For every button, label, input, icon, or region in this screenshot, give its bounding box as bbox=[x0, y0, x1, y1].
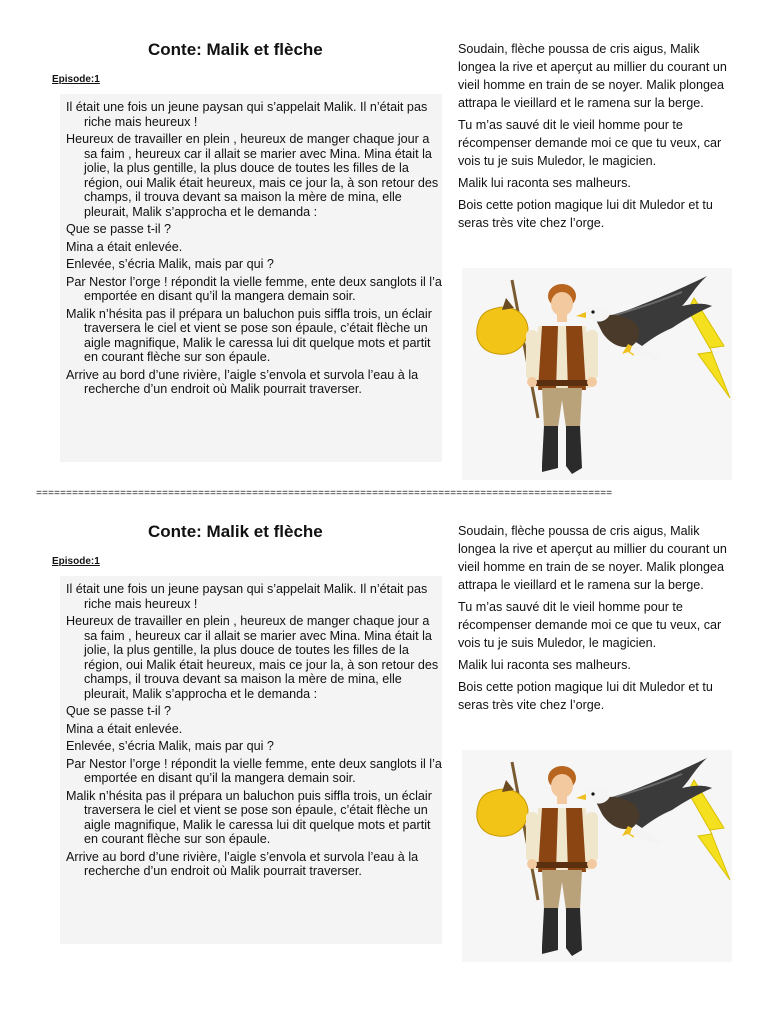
story-page-bottom bbox=[0, 482, 768, 962]
boy-with-bundle-icon bbox=[526, 766, 598, 956]
episode-label: Episode:1 bbox=[52, 74, 100, 85]
paragraph: Heureux de travailler en plein , heureux de manger chaque jour a sa faim , heureux car il allait se marier avec Mina. Mina était la jolie, la plus gentille, la plus douce de toutes les filles de la région, oui Malik était heureux, mais ce jour la, à son retour des champs, il trouva devant sa maison la mère de mina, elle pleurait, Malik s’approcha et le demanda : bbox=[66, 614, 439, 701]
left-text-column bbox=[66, 100, 442, 400]
paragraph: Bois cette potion magique lui dit Muledor et tu seras très vite chez l’orge. bbox=[458, 198, 713, 230]
right-text-column bbox=[458, 522, 736, 718]
paragraph: Malik lui raconta ses malheurs. bbox=[458, 658, 631, 672]
illustration-svg bbox=[462, 268, 732, 480]
paragraph: Par Nestor l’orge ! répondit la vielle femme, ente deux sanglots il l’a emportée en disant qu’il la mangera demain soir. bbox=[66, 274, 442, 303]
paragraph: Enlevée, s’écria Malik, mais par qui ? bbox=[66, 257, 274, 271]
paragraph: Soudain, flèche poussa de cris aigus, Malik longea la rive et aperçut au millier du courant un vieil homme en train de se noyer. Malik plongea attrapa le vieillard et le ramena sur la berge. bbox=[458, 524, 727, 592]
paragraph: Arrive au bord d’une rivière, l’aigle s’envola et survola l’eau à la recherche d’un endroit où Malik pourrait traverser. bbox=[66, 849, 419, 878]
paragraph: Mina a était enlevée. bbox=[66, 239, 183, 254]
story-title: Conte: Malik et flèche bbox=[148, 40, 323, 59]
story-illustration bbox=[462, 750, 732, 962]
paragraph: Bois cette potion magique lui dit Muledor et tu seras très vite chez l’orge. bbox=[458, 680, 713, 712]
paragraph: Que se passe t-il ? bbox=[66, 222, 171, 236]
paragraph: Soudain, flèche poussa de cris aigus, Malik longea la rive et aperçut au millier du courant un vieil homme en train de se noyer. Malik plongea attrapa le vieillard et le ramena sur la berge. bbox=[458, 42, 727, 110]
left-text-column bbox=[66, 582, 442, 882]
paragraph: Mina a était enlevée. bbox=[66, 721, 183, 736]
episode-label: Episode:1 bbox=[52, 556, 100, 567]
story-title: Conte: Malik et flèche bbox=[148, 522, 323, 541]
paragraph: Par Nestor l’orge ! répondit la vielle femme, ente deux sanglots il l’a emportée en disant qu’il la mangera demain soir. bbox=[66, 756, 442, 785]
story-page-top bbox=[0, 0, 768, 480]
illustration-svg bbox=[462, 750, 732, 962]
story-illustration bbox=[462, 268, 732, 480]
paragraph: Malik n’hésita pas il prépara un baluchon puis siffla trois, un éclair traversera le ciel et vient se pose son épaule, c’était flèche un aigle magnifique, Malik le caressa lui dit quelque mots et partit en courant flèche sur son épaule. bbox=[66, 306, 432, 364]
boy-with-bundle-icon bbox=[526, 284, 598, 474]
paragraph: Enlevée, s’écria Malik, mais par qui ? bbox=[66, 739, 274, 753]
paragraph: Heureux de travailler en plein , heureux de manger chaque jour a sa faim , heureux car il allait se marier avec Mina. Mina était la jolie, la plus gentille, la plus douce de toutes les filles de la région, oui Malik était heureux, mais ce jour la, à son retour des champs, il trouva devant sa maison la mère de mina, elle pleurait, Malik s’approcha et le demanda : bbox=[66, 132, 439, 219]
paragraph: Arrive au bord d’une rivière, l’aigle s’envola et survola l’eau à la recherche d’un endroit où Malik pourrait traverser. bbox=[66, 367, 419, 396]
paragraph: Malik n’hésita pas il prépara un baluchon puis siffla trois, un éclair traversera le ciel et vient se pose son épaule, c’était flèche un aigle magnifique, Malik le caressa lui dit quelque mots et partit en courant flèche sur son épaule. bbox=[66, 788, 432, 846]
paragraph: Tu m’as sauvé dit le vieil homme pour te récompenser demande moi ce que tu veux, car vois tu je suis Muledor, le magicien. bbox=[458, 600, 722, 650]
paragraph: Il était une fois un jeune paysan qui s’appelait Malik. Il n’était pas riche mais heureux ! bbox=[66, 582, 428, 611]
paragraph: Tu m’as sauvé dit le vieil homme pour te récompenser demande moi ce que tu veux, car vois tu je suis Muledor, le magicien. bbox=[458, 118, 722, 168]
right-text-column bbox=[458, 40, 736, 236]
page-divider: ================================================================================================ bbox=[36, 490, 613, 500]
paragraph: Malik lui raconta ses malheurs. bbox=[458, 176, 631, 190]
paragraph: Il était une fois un jeune paysan qui s’appelait Malik. Il n’était pas riche mais heureux ! bbox=[66, 100, 428, 129]
paragraph: Que se passe t-il ? bbox=[66, 704, 171, 718]
